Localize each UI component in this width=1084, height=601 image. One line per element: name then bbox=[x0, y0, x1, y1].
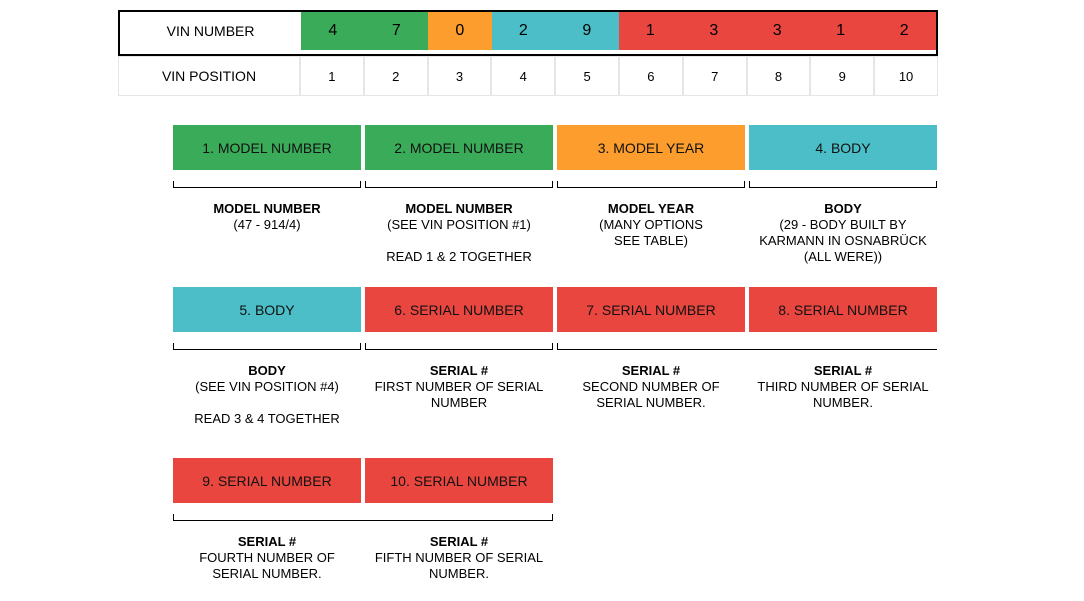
desc-7-line-1: SECOND NUMBER OF bbox=[582, 379, 720, 394]
bracket-3 bbox=[557, 181, 745, 188]
desc-4 bbox=[749, 201, 937, 265]
vin-number-label: VIN NUMBER bbox=[166, 23, 255, 39]
desc-10-line-2: NUMBER. bbox=[429, 566, 489, 581]
desc-4-line-2: KARMANN IN OSNABRÜCK bbox=[759, 233, 927, 248]
desc-7-title: SERIAL # bbox=[621, 363, 681, 378]
bracket-6 bbox=[365, 343, 553, 350]
desc-10-title: SERIAL # bbox=[429, 534, 489, 549]
bracket-1 bbox=[173, 181, 361, 188]
bracket-9-10 bbox=[173, 514, 553, 521]
desc-9-line-2: SERIAL NUMBER. bbox=[212, 566, 322, 581]
vin-position-9: 9 bbox=[810, 56, 874, 96]
bracket-4 bbox=[749, 181, 937, 188]
desc-10-line-1: FIFTH NUMBER OF SERIAL bbox=[374, 550, 544, 565]
vin-position-6: 6 bbox=[619, 56, 683, 96]
vin-digit-10: 2 bbox=[872, 12, 935, 50]
desc-1-line-1: (47 - 914/4) bbox=[233, 217, 301, 232]
block-body-4: 4. BODY bbox=[749, 125, 937, 170]
vin-digit-4: 2 bbox=[492, 12, 555, 50]
desc-8-line-1: THIRD NUMBER OF SERIAL bbox=[757, 379, 929, 394]
vin-position-row bbox=[118, 56, 938, 97]
desc-7 bbox=[557, 363, 745, 411]
vin-position-3: 3 bbox=[428, 56, 492, 96]
vin-number-row bbox=[118, 10, 938, 56]
desc-9 bbox=[173, 534, 361, 582]
vin-digit-3: 0 bbox=[428, 12, 491, 50]
desc-1-title: MODEL NUMBER bbox=[213, 201, 321, 216]
vin-digit-9: 1 bbox=[809, 12, 872, 50]
block-model-number-2: 2. MODEL NUMBER bbox=[365, 125, 553, 170]
desc-3-line-2: SEE TABLE) bbox=[614, 233, 688, 248]
vin-digit-6: 1 bbox=[619, 12, 682, 50]
bracket-2 bbox=[365, 181, 553, 188]
desc-2 bbox=[365, 201, 553, 265]
desc-1 bbox=[173, 201, 361, 233]
vin-digit-2: 7 bbox=[365, 12, 428, 50]
desc-5-title: BODY bbox=[248, 363, 286, 378]
desc-9-title: SERIAL # bbox=[237, 534, 297, 549]
block-model-number-1: 1. MODEL NUMBER bbox=[173, 125, 361, 170]
block-serial-9: 9. SERIAL NUMBER bbox=[173, 458, 361, 503]
block-serial-6: 6. SERIAL NUMBER bbox=[365, 287, 553, 332]
desc-4-line-3: (ALL WERE)) bbox=[803, 249, 883, 264]
vin-position-10: 10 bbox=[874, 56, 938, 96]
block-model-year: 3. MODEL YEAR bbox=[557, 125, 745, 170]
desc-2-note: READ 1 & 2 TOGETHER bbox=[386, 249, 532, 264]
desc-6-title: SERIAL # bbox=[429, 363, 489, 378]
vin-digit-7: 3 bbox=[682, 12, 745, 50]
desc-2-title: MODEL NUMBER bbox=[405, 201, 513, 216]
vin-digit-8: 3 bbox=[746, 12, 809, 50]
vin-position-7: 7 bbox=[683, 56, 747, 96]
desc-8-line-2: NUMBER. bbox=[813, 395, 873, 410]
vin-position-label: VIN POSITION bbox=[118, 56, 300, 96]
desc-4-line-1: (29 - BODY BUILT BY bbox=[779, 217, 907, 232]
bracket-7-8 bbox=[557, 343, 937, 350]
desc-4-title: BODY bbox=[824, 201, 862, 216]
vin-position-5: 5 bbox=[555, 56, 619, 96]
desc-6-line-2: NUMBER bbox=[430, 395, 488, 410]
desc-5-line-1: (SEE VIN POSITION #4) bbox=[195, 379, 339, 394]
vin-digit-5: 9 bbox=[555, 12, 618, 50]
vin-position-2: 2 bbox=[364, 56, 428, 96]
desc-3-title: MODEL YEAR bbox=[607, 201, 695, 216]
desc-5 bbox=[173, 363, 361, 427]
block-body-5: 5. BODY bbox=[173, 287, 361, 332]
bracket-5 bbox=[173, 343, 361, 350]
block-serial-7: 7. SERIAL NUMBER bbox=[557, 287, 745, 332]
block-serial-10: 10. SERIAL NUMBER bbox=[365, 458, 553, 503]
desc-3-line-1: (MANY OPTIONS bbox=[599, 217, 703, 232]
desc-7-line-2: SERIAL NUMBER. bbox=[596, 395, 706, 410]
vin-position-8: 8 bbox=[747, 56, 811, 96]
vin-position-4: 4 bbox=[491, 56, 555, 96]
desc-3 bbox=[557, 201, 745, 249]
desc-6-line-1: FIRST NUMBER OF SERIAL bbox=[374, 379, 544, 394]
block-serial-8: 8. SERIAL NUMBER bbox=[749, 287, 937, 332]
vin-position-1: 1 bbox=[300, 56, 364, 96]
desc-8 bbox=[749, 363, 937, 411]
desc-10 bbox=[365, 534, 553, 582]
desc-6 bbox=[365, 363, 553, 411]
desc-2-line-1: (SEE VIN POSITION #1) bbox=[387, 217, 531, 232]
desc-5-note: READ 3 & 4 TOGETHER bbox=[194, 411, 340, 426]
desc-8-title: SERIAL # bbox=[813, 363, 873, 378]
vin-digit-1: 4 bbox=[301, 12, 364, 50]
vin-table bbox=[118, 10, 938, 92]
desc-9-line-1: FOURTH NUMBER OF bbox=[199, 550, 335, 565]
